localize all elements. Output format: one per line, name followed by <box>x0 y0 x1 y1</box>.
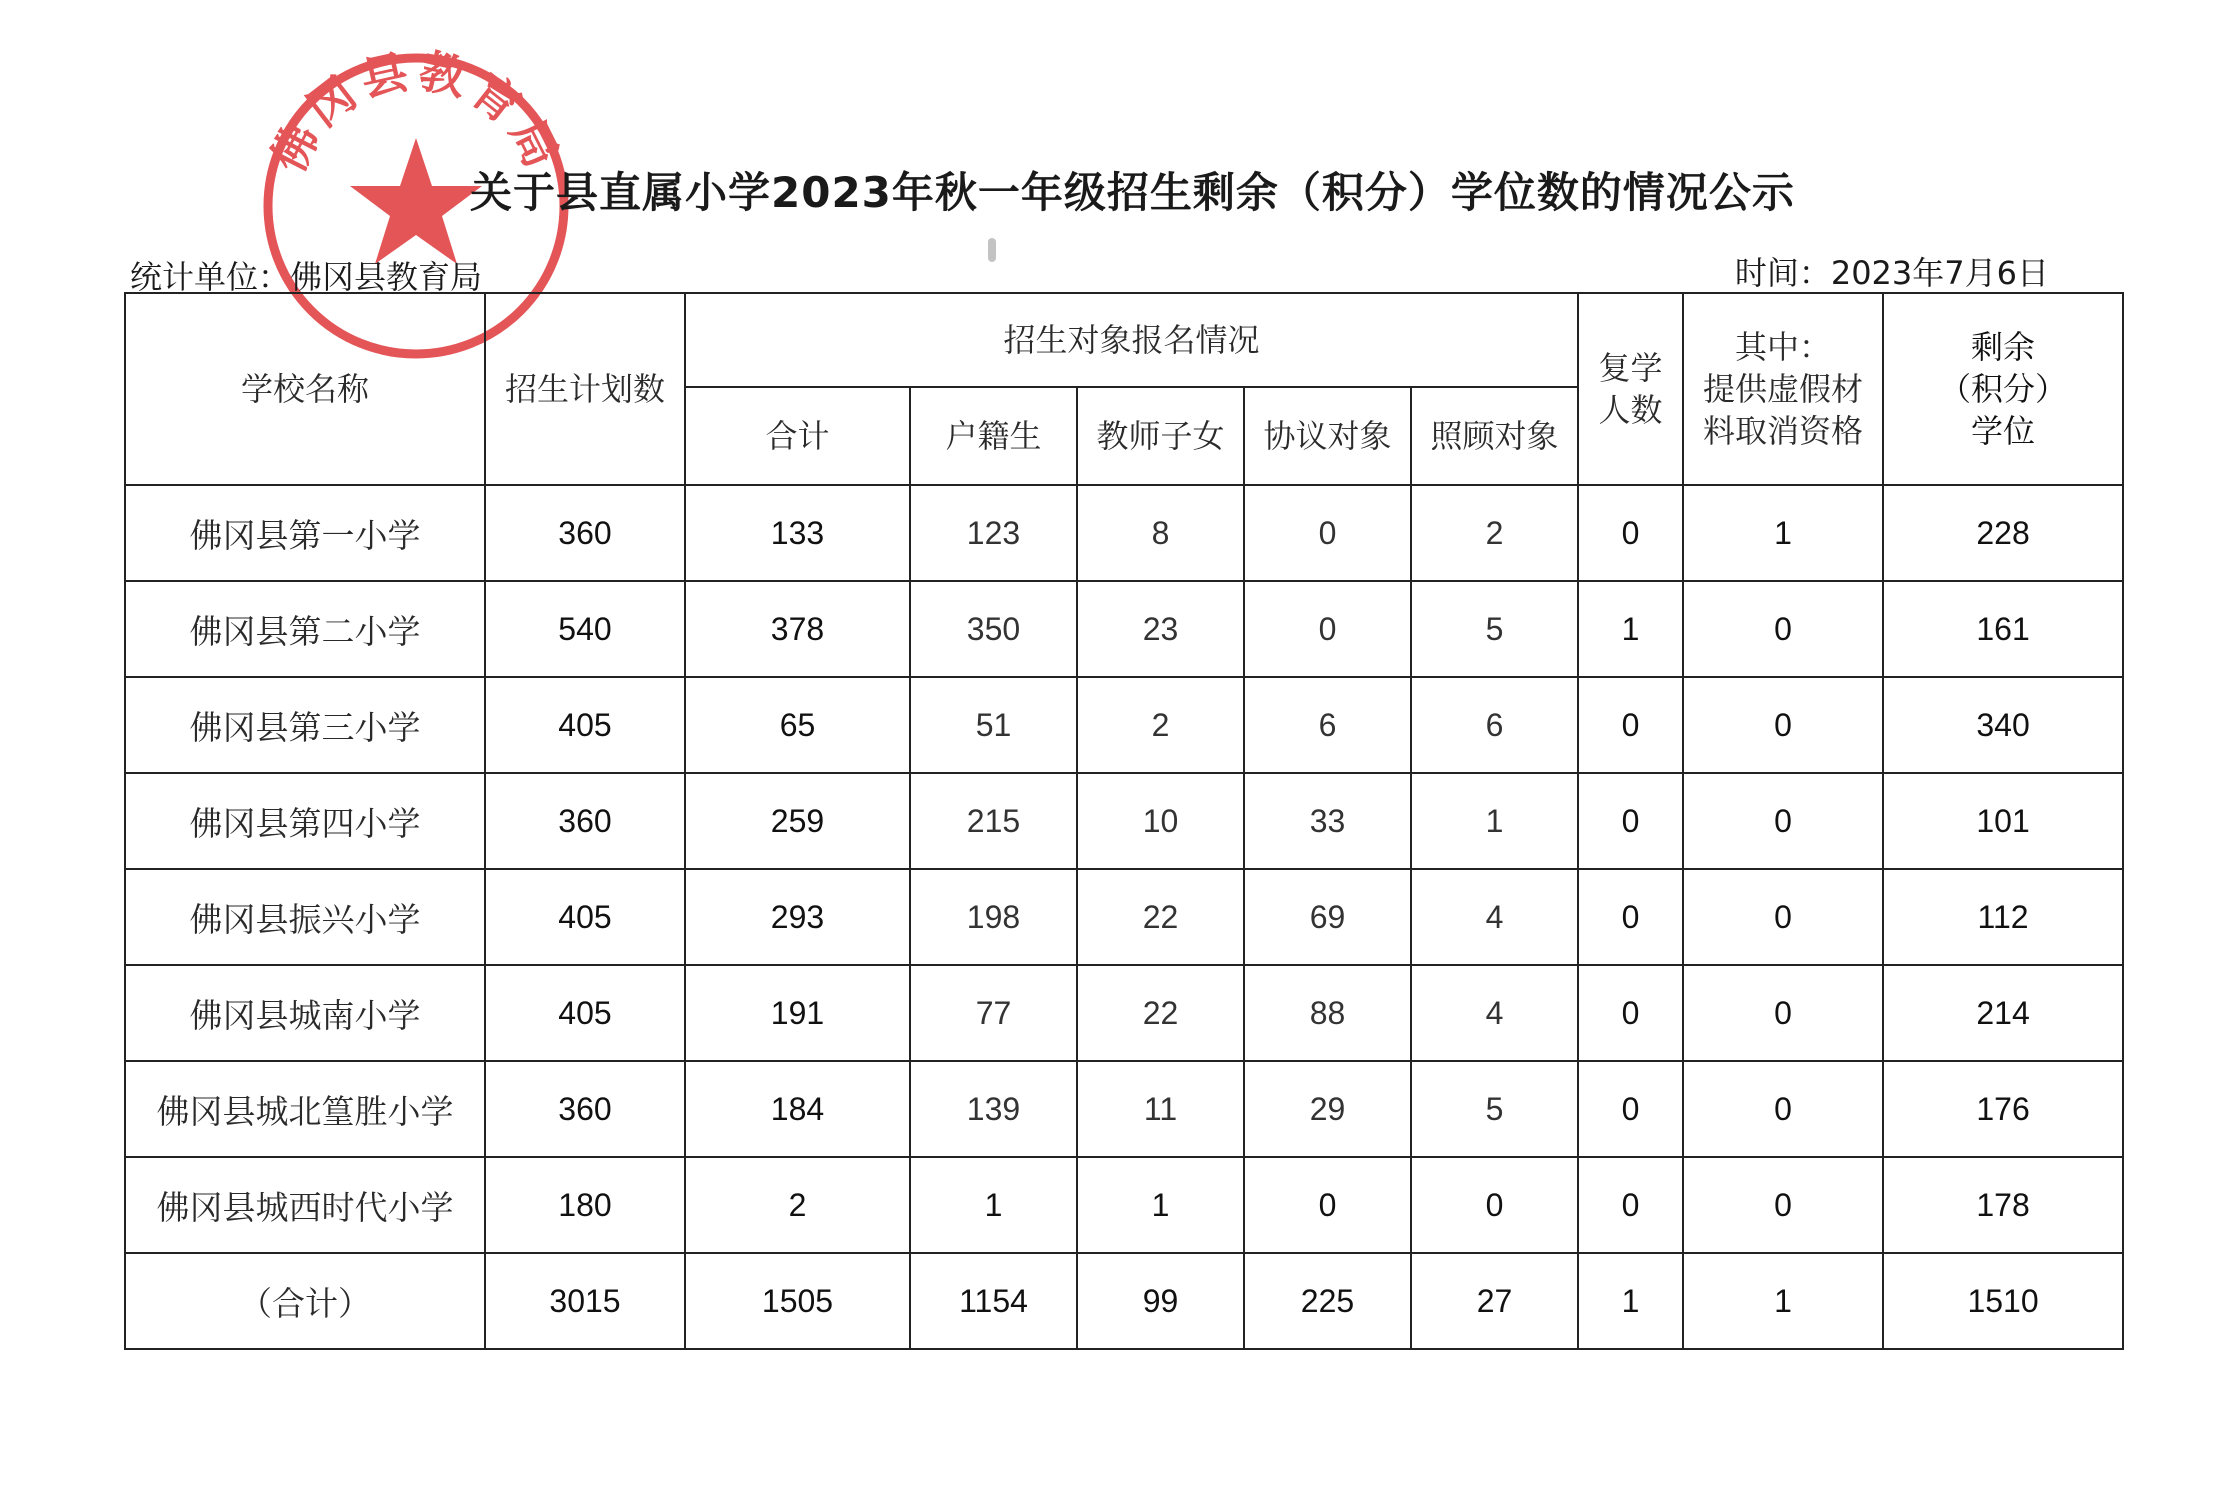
header-row-top <box>125 293 2123 387</box>
school-name-cell: 佛冈县城北篁胜小学 <box>125 1061 485 1157</box>
teacher-cell: 2 <box>1077 677 1244 773</box>
total-cell: 65 <box>685 677 910 773</box>
agreement-cell: 88 <box>1244 965 1411 1061</box>
fake-cell: 0 <box>1683 965 1883 1061</box>
svg-text:佛冈县教育局: 佛冈县教育局 <box>260 46 572 182</box>
fake-cell: 0 <box>1683 1061 1883 1157</box>
header-resume <box>1578 293 1683 485</box>
plan-cell: 405 <box>485 677 685 773</box>
remain-cell: 101 <box>1883 773 2123 869</box>
total-cell: 378 <box>685 581 910 677</box>
hukou-cell: 77 <box>910 965 1077 1061</box>
hukou-cell: 139 <box>910 1061 1077 1157</box>
plan-cell: 360 <box>485 773 685 869</box>
care-cell: 5 <box>1411 581 1578 677</box>
remain-cell: 1510 <box>1883 1253 2123 1349</box>
remain-cell: 161 <box>1883 581 2123 677</box>
resume-cell: 0 <box>1578 485 1683 581</box>
table-row <box>125 965 2123 1061</box>
agreement-cell: 225 <box>1244 1253 1411 1349</box>
total-cell: 293 <box>685 869 910 965</box>
total-cell: 259 <box>685 773 910 869</box>
hukou-cell: 215 <box>910 773 1077 869</box>
agreement-cell: 0 <box>1244 485 1411 581</box>
resume-cell: 0 <box>1578 1061 1683 1157</box>
resume-cell: 0 <box>1578 773 1683 869</box>
agreement-cell: 0 <box>1244 1157 1411 1253</box>
stats-unit: 统计单位：佛冈县教育局 <box>130 258 483 296</box>
agreement-cell: 29 <box>1244 1061 1411 1157</box>
agreement-cell: 33 <box>1244 773 1411 869</box>
header-fake-material <box>1683 293 1883 485</box>
page-title: 关于县直属小学2023年秋一年级招生剩余（积分）学位数的情况公示 <box>470 168 1795 217</box>
notice-date: 时间：2023年7月6日 <box>1734 254 2049 292</box>
header-fake-line2: 提供虚假材 <box>1703 370 1864 408</box>
hukou-cell: 1 <box>910 1157 1077 1253</box>
agreement-cell: 6 <box>1244 677 1411 773</box>
school-name-cell: 佛冈县振兴小学 <box>125 869 485 965</box>
plan-cell: 405 <box>485 869 685 965</box>
plan-cell: 180 <box>485 1157 685 1253</box>
totals-row <box>125 1253 2123 1349</box>
remain-cell: 228 <box>1883 485 2123 581</box>
plan-cell: 360 <box>485 485 685 581</box>
scan-speck <box>988 238 996 262</box>
resume-cell: 1 <box>1578 1253 1683 1349</box>
school-name-cell: 佛冈县第四小学 <box>125 773 485 869</box>
table-row <box>125 1061 2123 1157</box>
care-cell: 2 <box>1411 485 1578 581</box>
table-row <box>125 869 2123 965</box>
teacher-cell: 23 <box>1077 581 1244 677</box>
remain-cell: 214 <box>1883 965 2123 1061</box>
resume-cell: 0 <box>1578 965 1683 1061</box>
teacher-cell: 1 <box>1077 1157 1244 1253</box>
total-cell: 191 <box>685 965 910 1061</box>
fake-cell: 1 <box>1683 1253 1883 1349</box>
plan-cell: 3015 <box>485 1253 685 1349</box>
care-cell: 4 <box>1411 965 1578 1061</box>
header-hukou: 户籍生 <box>910 387 1077 485</box>
header-resume-line1: 复学 <box>1598 349 1663 387</box>
teacher-cell: 99 <box>1077 1253 1244 1349</box>
header-remain-line1: 剩余 <box>1971 328 2036 366</box>
header-teacher-children: 教师子女 <box>1077 387 1244 485</box>
admission-table <box>124 292 2124 1350</box>
care-cell: 27 <box>1411 1253 1578 1349</box>
header-plan: 招生计划数 <box>485 293 685 485</box>
plan-cell: 405 <box>485 965 685 1061</box>
header-care: 照顾对象 <box>1411 387 1578 485</box>
table-row <box>125 581 2123 677</box>
resume-cell: 1 <box>1578 581 1683 677</box>
agreement-cell: 69 <box>1244 869 1411 965</box>
hukou-cell: 1154 <box>910 1253 1077 1349</box>
totals-label: （合计） <box>125 1253 485 1349</box>
fake-cell: 0 <box>1683 677 1883 773</box>
care-cell: 6 <box>1411 677 1578 773</box>
header-fake-line3: 料取消资格 <box>1703 412 1864 450</box>
remain-cell: 176 <box>1883 1061 2123 1157</box>
teacher-cell: 8 <box>1077 485 1244 581</box>
hukou-cell: 123 <box>910 485 1077 581</box>
header-agreement: 协议对象 <box>1244 387 1411 485</box>
school-name-cell: 佛冈县第一小学 <box>125 485 485 581</box>
resume-cell: 0 <box>1578 677 1683 773</box>
header-school-name: 学校名称 <box>125 293 485 485</box>
total-cell: 2 <box>685 1157 910 1253</box>
fake-cell: 0 <box>1683 869 1883 965</box>
school-name-cell: 佛冈县第二小学 <box>125 581 485 677</box>
hukou-cell: 350 <box>910 581 1077 677</box>
teacher-cell: 11 <box>1077 1061 1244 1157</box>
plan-cell: 540 <box>485 581 685 677</box>
header-total: 合计 <box>685 387 910 485</box>
care-cell: 5 <box>1411 1061 1578 1157</box>
fake-cell: 0 <box>1683 581 1883 677</box>
care-cell: 1 <box>1411 773 1578 869</box>
header-registration: 招生对象报名情况 <box>685 293 1578 387</box>
fake-cell: 0 <box>1683 773 1883 869</box>
remain-cell: 340 <box>1883 677 2123 773</box>
resume-cell: 0 <box>1578 1157 1683 1253</box>
total-cell: 133 <box>685 485 910 581</box>
hukou-cell: 51 <box>910 677 1077 773</box>
header-resume-line2: 人数 <box>1598 391 1663 429</box>
resume-cell: 0 <box>1578 869 1683 965</box>
teacher-cell: 22 <box>1077 869 1244 965</box>
table-row <box>125 1157 2123 1253</box>
table-row <box>125 485 2123 581</box>
hukou-cell: 198 <box>910 869 1077 965</box>
total-cell: 1505 <box>685 1253 910 1349</box>
care-cell: 0 <box>1411 1157 1578 1253</box>
school-name-cell: 佛冈县第三小学 <box>125 677 485 773</box>
remain-cell: 112 <box>1883 869 2123 965</box>
total-cell: 184 <box>685 1061 910 1157</box>
header-remain-line2: （积分） <box>1939 370 2068 408</box>
school-name-cell: 佛冈县城南小学 <box>125 965 485 1061</box>
school-name-cell: 佛冈县城西时代小学 <box>125 1157 485 1253</box>
header-fake-line1: 其中： <box>1735 328 1832 366</box>
fake-cell: 0 <box>1683 1157 1883 1253</box>
remain-cell: 178 <box>1883 1157 2123 1253</box>
table-row <box>125 677 2123 773</box>
care-cell: 4 <box>1411 869 1578 965</box>
header-remaining <box>1883 293 2123 485</box>
teacher-cell: 10 <box>1077 773 1244 869</box>
fake-cell: 1 <box>1683 485 1883 581</box>
table-row <box>125 773 2123 869</box>
teacher-cell: 22 <box>1077 965 1244 1061</box>
agreement-cell: 0 <box>1244 581 1411 677</box>
header-remain-line3: 学位 <box>1971 412 2036 450</box>
plan-cell: 360 <box>485 1061 685 1157</box>
